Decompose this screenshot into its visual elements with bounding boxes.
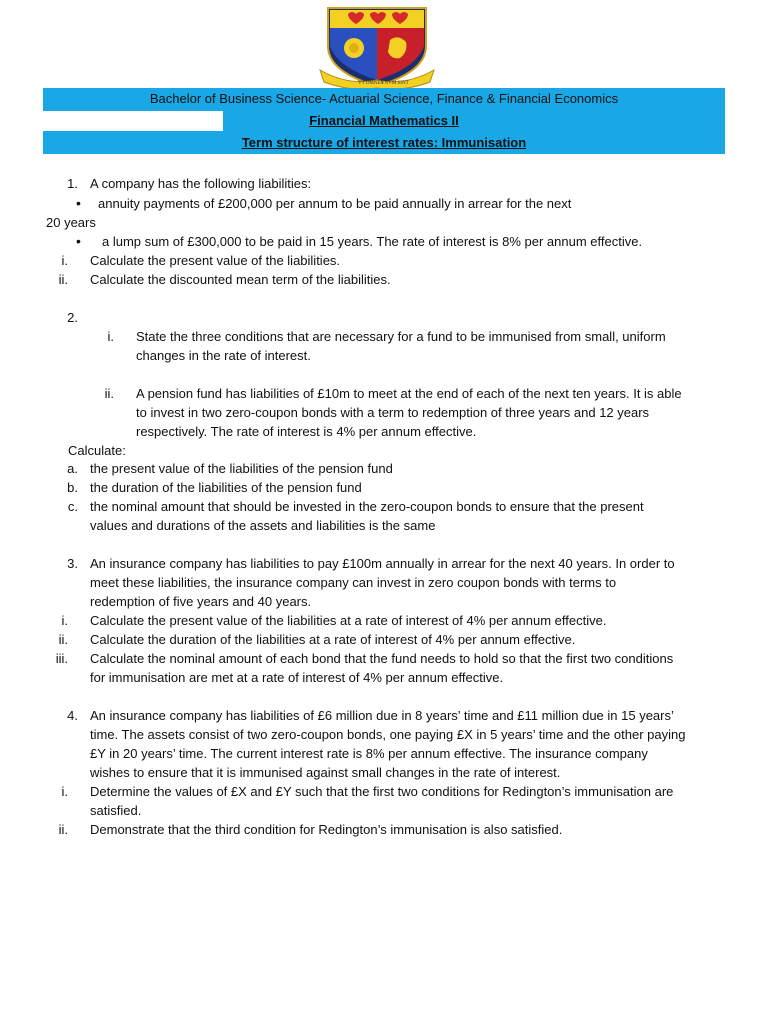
q3-iii-line2: for immunisation are met at a rate of interest of 4% per annum effective. [90, 670, 504, 685]
q4-number: 4. [67, 708, 78, 723]
q3-number: 3. [67, 556, 78, 571]
q2-c-line1: the nominal amount that should be invested in the zero-coupon bonds to ensure that the present [90, 499, 644, 514]
topic-title: Term structure of interest rates: Immunisation [241, 135, 527, 150]
q1-ii-number: ii. [58, 272, 68, 287]
q2-i-number: i. [107, 329, 114, 344]
q3-line2: meet these liabilities, the insurance company can invest in zero coupon bonds with terms to [90, 575, 617, 590]
q2-c-line2: values and durations of the assets and liabilities is the same [90, 518, 436, 533]
header-topic-band [43, 132, 725, 154]
q3-ii-text: Calculate the duration of the liabilities at a rate of interest of 4% per annum effective. [90, 632, 576, 647]
q2-a-number: a. [67, 461, 78, 476]
q4-i-line2: satisfied. [90, 803, 142, 818]
header-blank-cell [43, 111, 223, 131]
q2-ii-line1: A pension fund has liabilities of £10m to meet at the end of each of the next ten years. It is able [136, 386, 682, 401]
q3-iii-number: iii. [55, 651, 68, 666]
q4-line1: An insurance company has liabilities of £6 million due in 8 years’ time and £11 million due in 15 years’ [90, 708, 674, 723]
q1-ii-text: Calculate the discounted mean term of the liabilities. [90, 272, 391, 287]
svg-text:VT OMNES: VT OMNES [358, 81, 384, 86]
q3-iii-line1: Calculate the nominal amount of each bond that the fund needs to hold so that the first two conditions [90, 651, 674, 666]
q4-ii-text: Demonstrate that the third condition for Redington’s immunisation is also satisfied. [90, 822, 563, 837]
q3-i-text: Calculate the present value of the liabilities at a rate of interest of 4% per annum effective. [90, 613, 607, 628]
program-title: Bachelor of Business Science- Actuarial Science, Finance & Financial Economics [149, 91, 619, 106]
q2-a-text: the present value of the liabilities of the pension fund [90, 461, 393, 476]
q4-line2: time. The assets consist of two zero-coupon bonds, one paying £X in 5 years’ time and the other paying [90, 727, 686, 742]
q4-line4: wishes to ensure that it is immunised against small changes in the rate of interest. [90, 765, 561, 780]
q3-i-number: i. [61, 613, 68, 628]
q2-i-line1: State the three conditions that are necessary for a fund to be immunised from small, uniform [136, 329, 666, 344]
q2-b-text: the duration of the liabilities of the pension fund [90, 480, 362, 495]
header-program-band [43, 88, 725, 110]
q1-bullet1-line2: 20 years [46, 215, 96, 230]
q2-i-line2: changes in the rate of interest. [136, 348, 311, 363]
q1-number: 1. [67, 176, 78, 191]
q4-ii-number: ii. [58, 822, 68, 837]
q2-ii-line3: respectively. The rate of interest is 4% per annum effective. [136, 424, 477, 439]
q1-i-number: i. [61, 253, 68, 268]
q4-i-number: i. [61, 784, 68, 799]
q2-ii-number: ii. [104, 386, 114, 401]
course-title: Financial Mathematics II [309, 113, 459, 128]
q3-line1: An insurance company has liabilities to pay £100m annually in arrear for the next 40 years. In order to [90, 556, 675, 571]
q1-text: A company has the following liabilities: [90, 176, 312, 191]
q1-i-text: Calculate the present value of the liabilities. [90, 253, 341, 268]
q1-bullet2: a lump sum of £300,000 to be paid in 15 years. The rate of interest is 8% per annum effective. [102, 234, 643, 249]
q2-ii-line2: to invest in two zero-coupon bonds with a term to redemption of three years and 12 years [136, 405, 650, 420]
svg-text:VNVM SINT: VNVM SINT [381, 81, 409, 86]
q2-b-number: b. [67, 480, 78, 495]
q3-ii-number: ii. [58, 632, 68, 647]
bullet-dot: • [76, 233, 81, 249]
q2-c-number: c. [67, 499, 78, 514]
q2-number: 2. [67, 310, 78, 325]
q4-line3: £Y in 20 years’ time. The current interest rate is 8% per annum effective. The insurance company [90, 746, 648, 761]
q3-line3: redemption of five years and 40 years. [90, 594, 312, 609]
q2-calculate-label: Calculate: [68, 443, 126, 458]
bullet-dot: • [76, 195, 81, 211]
q1-bullet1-line1: annuity payments of £200,000 per annum to be paid annually in arrear for the next [98, 196, 572, 211]
university-crest-logo [318, 6, 436, 90]
q4-i-line1: Determine the values of £X and £Y such that the first two conditions for Redington’s immunisation are [90, 784, 674, 799]
